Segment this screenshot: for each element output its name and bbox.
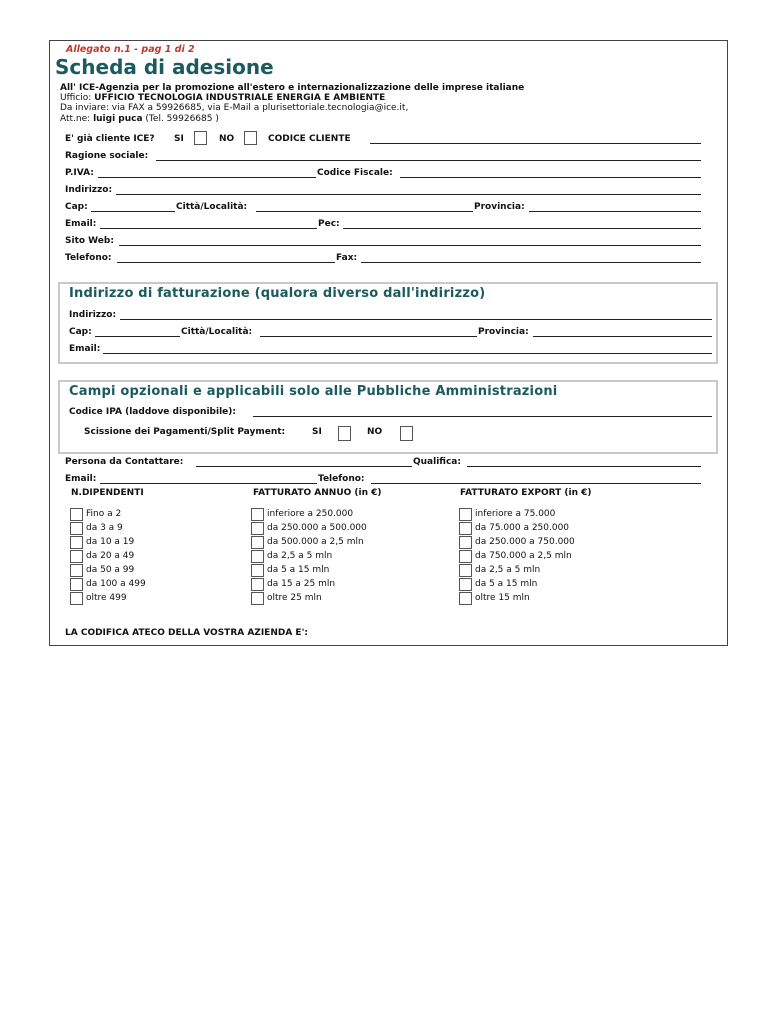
revenue-option: oltre 25 mln (267, 593, 322, 603)
export-option: da 750.000 a 2,5 mln (475, 551, 572, 561)
attachment-label: Allegato n.1 - pag 1 di 2 (66, 44, 195, 55)
split-yes-label: SI (312, 427, 322, 437)
billing-address-label: Indirizzo: (69, 310, 117, 320)
zip-field[interactable] (91, 211, 175, 212)
employees-option: da 100 a 499 (86, 579, 146, 589)
client-no-checkbox[interactable] (244, 131, 257, 145)
billing-city-label: Città/Località: (181, 327, 253, 337)
billing-email-label: Email: (69, 344, 101, 354)
province-label: Provincia: (474, 202, 525, 212)
employees-option: da 3 a 9 (86, 523, 123, 533)
export-option: da 75.000 a 250.000 (475, 523, 570, 533)
export-checkbox[interactable] (459, 564, 472, 577)
city-field[interactable] (256, 211, 473, 212)
role-field[interactable] (467, 466, 701, 467)
email-label: Email: (65, 219, 97, 229)
employees-checkbox[interactable] (70, 550, 83, 563)
revenue-checkbox[interactable] (251, 522, 264, 535)
export-option: da 5 a 15 mln (475, 579, 538, 589)
revenue-checkbox[interactable] (251, 592, 264, 605)
billing-city-field[interactable] (260, 336, 477, 337)
split-payment-label: Scissione dei Pagamenti/Split Payment: (84, 427, 286, 437)
export-option: oltre 15 mln (475, 593, 530, 603)
client-code-field[interactable] (370, 143, 701, 144)
revenue-option: da 5 a 15 mln (267, 565, 330, 575)
employees-checkbox[interactable] (70, 508, 83, 521)
employees-option: da 20 a 49 (86, 551, 135, 561)
export-checkbox[interactable] (459, 536, 472, 549)
export-checkbox[interactable] (459, 592, 472, 605)
billing-address-field[interactable] (120, 319, 712, 320)
client-yes-checkbox[interactable] (194, 131, 207, 145)
revenue-checkbox[interactable] (251, 508, 264, 521)
contact-email-field[interactable] (100, 483, 317, 484)
export-option: inferiore a 75.000 (475, 509, 556, 519)
billing-email-field[interactable] (103, 353, 712, 354)
billing-zip-label: Cap: (69, 327, 92, 337)
province-field[interactable] (529, 211, 701, 212)
send-instructions: Da inviare: via FAX a 59926685, via E-Mail a plurisettoriale.tecnologia@ice.it, (60, 103, 409, 113)
revenue-option: da 2,5 a 5 mln (267, 551, 333, 561)
employees-checkbox[interactable] (70, 564, 83, 577)
already-client-label: E' già cliente ICE? (65, 134, 155, 144)
employees-checkbox[interactable] (70, 578, 83, 591)
contact-email-label: Email: (65, 474, 97, 484)
address-field[interactable] (116, 194, 701, 195)
recipient-line: All' ICE-Agenzia per la promozione all'estero e internazionalizzazione delle imprese italiane (60, 83, 525, 93)
website-label: Sito Web: (65, 236, 114, 246)
public-admin-title: Campi opzionali e applicabili solo alle Pubbliche Amministrazioni (69, 384, 558, 399)
billing-province-field[interactable] (533, 336, 712, 337)
export-checkbox[interactable] (459, 578, 472, 591)
revenue-option: da 250.000 a 500.000 (267, 523, 367, 533)
vat-label: P.IVA: (65, 168, 94, 178)
ipa-code-label: Codice IPA (laddove disponibile): (69, 407, 236, 417)
billing-zip-field[interactable] (95, 336, 180, 337)
contact-person-field[interactable] (196, 466, 412, 467)
phone-field[interactable] (117, 262, 335, 263)
export-option: da 250.000 a 750.000 (475, 537, 575, 547)
page-title: Scheda di adesione (55, 55, 274, 79)
city-label: Città/Località: (176, 202, 248, 212)
employees-option: oltre 499 (86, 593, 127, 603)
export-header: FATTURATO EXPORT (in €) (460, 488, 592, 498)
email-field[interactable] (100, 228, 317, 229)
revenue-option: da 500.000 a 2,5 mln (267, 537, 364, 547)
website-field[interactable] (119, 245, 701, 246)
tax-code-field[interactable] (400, 177, 701, 178)
company-name-field[interactable] (156, 160, 701, 161)
employees-checkbox[interactable] (70, 592, 83, 605)
fax-label: Fax: (336, 253, 358, 263)
contact-phone-label: Telefono: (318, 474, 365, 484)
employees-checkbox[interactable] (70, 522, 83, 535)
vat-field[interactable] (98, 177, 316, 178)
revenue-option: da 15 a 25 mln (267, 579, 336, 589)
ateco-label: LA CODIFICA ATECO DELLA VOSTRA AZIENDA E': (65, 628, 308, 638)
contact-phone-field[interactable] (371, 483, 701, 484)
attention-line: Att.ne: luigi puca (Tel. 59926685 ) (60, 114, 219, 124)
export-checkbox[interactable] (459, 550, 472, 563)
pec-field[interactable] (343, 228, 701, 229)
employees-checkbox[interactable] (70, 536, 83, 549)
client-code-label: CODICE CLIENTE (268, 134, 351, 144)
export-checkbox[interactable] (459, 522, 472, 535)
revenue-checkbox[interactable] (251, 578, 264, 591)
contact-person-label: Persona da Contattare: (65, 457, 184, 467)
employees-option: da 50 a 99 (86, 565, 135, 575)
split-no-checkbox[interactable] (400, 426, 413, 441)
client-yes-label: SI (174, 134, 184, 144)
revenue-checkbox[interactable] (251, 550, 264, 563)
company-name-label: Ragione sociale: (65, 151, 149, 161)
billing-province-label: Provincia: (478, 327, 529, 337)
role-label: Qualifica: (413, 457, 461, 467)
employees-header: N.DIPENDENTI (71, 488, 144, 498)
pec-label: Pec: (318, 219, 340, 229)
employees-option: Fino a 2 (86, 509, 122, 519)
export-checkbox[interactable] (459, 508, 472, 521)
revenue-checkbox[interactable] (251, 536, 264, 549)
tax-code-label: Codice Fiscale: (317, 168, 393, 178)
split-yes-checkbox[interactable] (338, 426, 351, 441)
client-no-label: NO (219, 134, 235, 144)
ipa-code-field[interactable] (253, 416, 712, 417)
address-label: Indirizzo: (65, 185, 113, 195)
revenue-option: inferiore a 250.000 (267, 509, 354, 519)
zip-label: Cap: (65, 202, 88, 212)
office-line: Ufficio: UFFICIO TECNOLOGIA INDUSTRIALE ENERGIA E AMBIENTE (60, 93, 386, 103)
revenue-checkbox[interactable] (251, 564, 264, 577)
export-option: da 2,5 a 5 mln (475, 565, 541, 575)
split-no-label: NO (367, 427, 383, 437)
revenue-header: FATTURATO ANNUO (in €) (253, 488, 382, 498)
billing-title: Indirizzo di fatturazione (qualora diverso dall'indirizzo) (69, 286, 486, 301)
employees-option: da 10 a 19 (86, 537, 135, 547)
phone-label: Telefono: (65, 253, 112, 263)
fax-field[interactable] (361, 262, 701, 263)
